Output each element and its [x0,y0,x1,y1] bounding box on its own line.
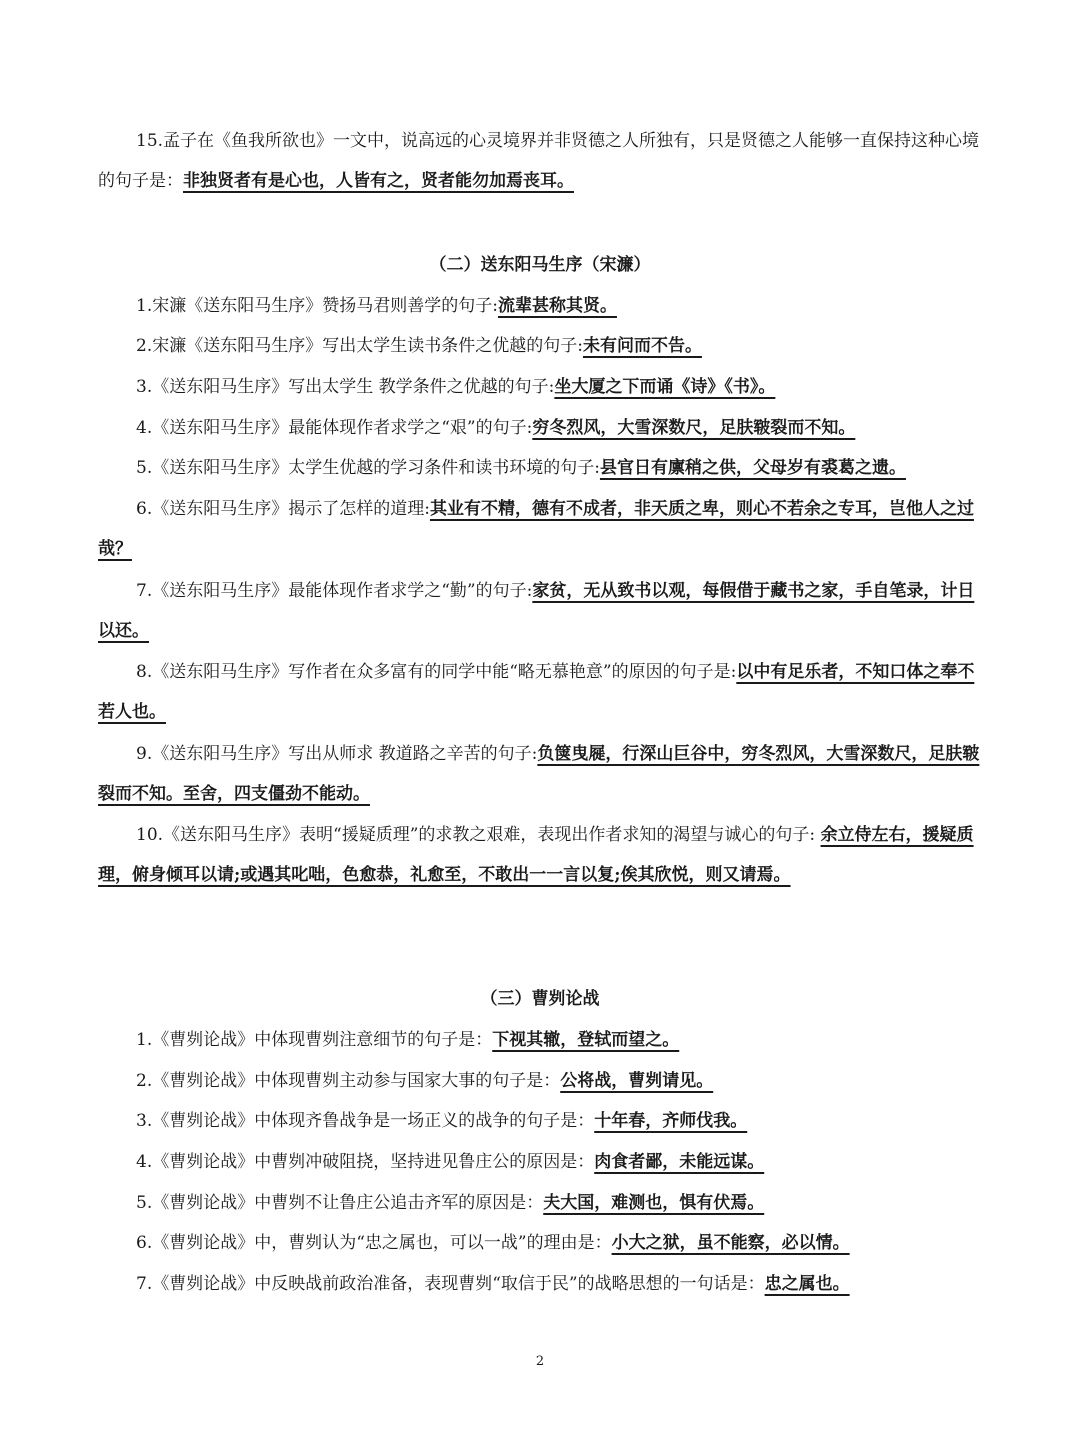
question-text: 4.《送东阳马生序》最能体现作者求学之“艰”的句子: [136,418,533,438]
question-text: 4.《曹刿论战》中曹刿冲破阻挠，坚持进见鲁庄公的原因是： [136,1152,595,1172]
question-text: 7.《送东阳马生序》最能体现作者求学之“勤”的句子: [136,581,533,601]
question-text: 6.《送东阳马生序》揭示了怎样的道理: [136,499,430,519]
question-item [98,1061,982,1101]
question-text: 8.《送东阳马生序》写作者在众多富有的同学中能“略无慕艳意”的原因的句子是: [136,662,737,682]
answer-text: 余立侍左右，援疑质理，俯身倾耳以请;或遇其叱咄，色愈恭，礼愈至，不敢出一一言以复;俟其欣悦，则又请焉。 [98,825,974,885]
answer-text: 县官日有廪稍之供，父母岁有裘葛之遗。 [599,458,906,478]
page-number: 2 [535,1354,545,1369]
question-item [98,326,982,366]
answer-text: 下视其辙，登轼而望之。 [492,1030,680,1050]
answer-text: 其业有不精，德有不成者，非天质之卑，则心不若余之专耳，岂他人之过哉？ [98,499,974,559]
question-text: 3.《送东阳马生序》写出太学生 教学条件之优越的句子: [136,377,555,397]
question-text: 2.宋濂《送东阳马生序》写出太学生读书条件之优越的句子: [136,336,583,356]
question-item [98,408,982,448]
question-item [98,1020,982,1060]
answer-text: 以中有足乐者，不知口体之奉不若人也。 [98,662,975,722]
question-item [98,367,982,407]
answer-text: 未有问而不告。 [582,336,702,356]
question-item [98,815,982,895]
question-item [98,571,982,651]
answer-text: 负箧曳屣，行深山巨谷中，穷冬烈风，大雪深数尺，足肤皲裂而不知。至舍，四支僵劲不能动。 [98,744,980,804]
question-item [98,652,982,732]
question-item [98,1142,982,1182]
answer-text: 肉食者鄙，未能远谋。 [594,1152,765,1172]
question-item [98,489,982,569]
answer-text: 坐大厦之下而诵《诗》《书》。 [554,377,776,397]
question-text: 1.宋濂《送东阳马生序》赞扬马君则善学的句子: [136,296,498,316]
question-text: 15.孟子在《鱼我所欲也》一文中，说高远的心灵境界并非贤德之人所独有，只是贤德之人能够一直保持这种心境的句子是： [98,131,980,191]
section-heading: （二）送东阳马生序（宋濂） [429,255,651,275]
question-text: 5.《曹刿论战》中曹刿不让鲁庄公追击齐军的原因是： [136,1193,544,1213]
question-item [98,1101,982,1141]
question-item [98,121,982,201]
answer-text: 小大之狱，虽不能察，必以情。 [611,1233,850,1253]
answer-text: 忠之属也。 [764,1274,850,1294]
question-text: 1.《曹刿论战》中体现曹刿注意细节的句子是： [136,1030,493,1050]
answer-text: 夫大国，难测也，惧有伏焉。 [543,1193,765,1213]
question-text: 9.《送东阳马生序》写出从师求 教道路之辛苦的句子: [136,744,538,764]
question-item [98,734,982,814]
question-text: 2.《曹刿论战》中体现曹刿主动参与国家大事的句子是： [136,1071,561,1091]
question-item [98,286,982,326]
question-text: 3.《曹刿论战》中体现齐鲁战争是一场正义的战争的句子是： [136,1111,595,1131]
answer-text: 流辈甚称其贤。 [497,296,617,316]
question-item [98,1223,982,1263]
question-text: 10.《送东阳马生序》表明“援疑质理”的求教之艰难，表现出作者求知的渴望与诚心的句子: [136,825,821,845]
answer-text: 十年春，齐师伐我。 [594,1111,748,1131]
answer-text: 非独贤者有是心也，人皆有之，贤者能勿加焉丧耳。 [183,171,574,191]
question-item [98,448,982,488]
question-text: 7.《曹刿论战》中反映战前政治准备，表现曹刿“取信于民”的战略思想的一句话是： [136,1274,765,1294]
question-item [98,1183,982,1223]
question-item [98,1264,982,1304]
question-text: 6.《曹刿论战》中，曹刿认为“忠之属也，可以一战”的理由是： [136,1233,612,1253]
answer-text: 穷冬烈风，大雪深数尺，足肤皲裂而不知。 [532,418,856,438]
section-heading: （三）曹刿论战 [480,989,600,1009]
answer-text: 家贫，无从致书以观，每假借于藏书之家，手自笔录，计日以还。 [98,581,975,641]
question-text: 5.《送东阳马生序》太学生优越的学习条件和读书环境的句子: [136,458,600,478]
answer-text: 公将战，曹刿请见。 [560,1071,714,1091]
